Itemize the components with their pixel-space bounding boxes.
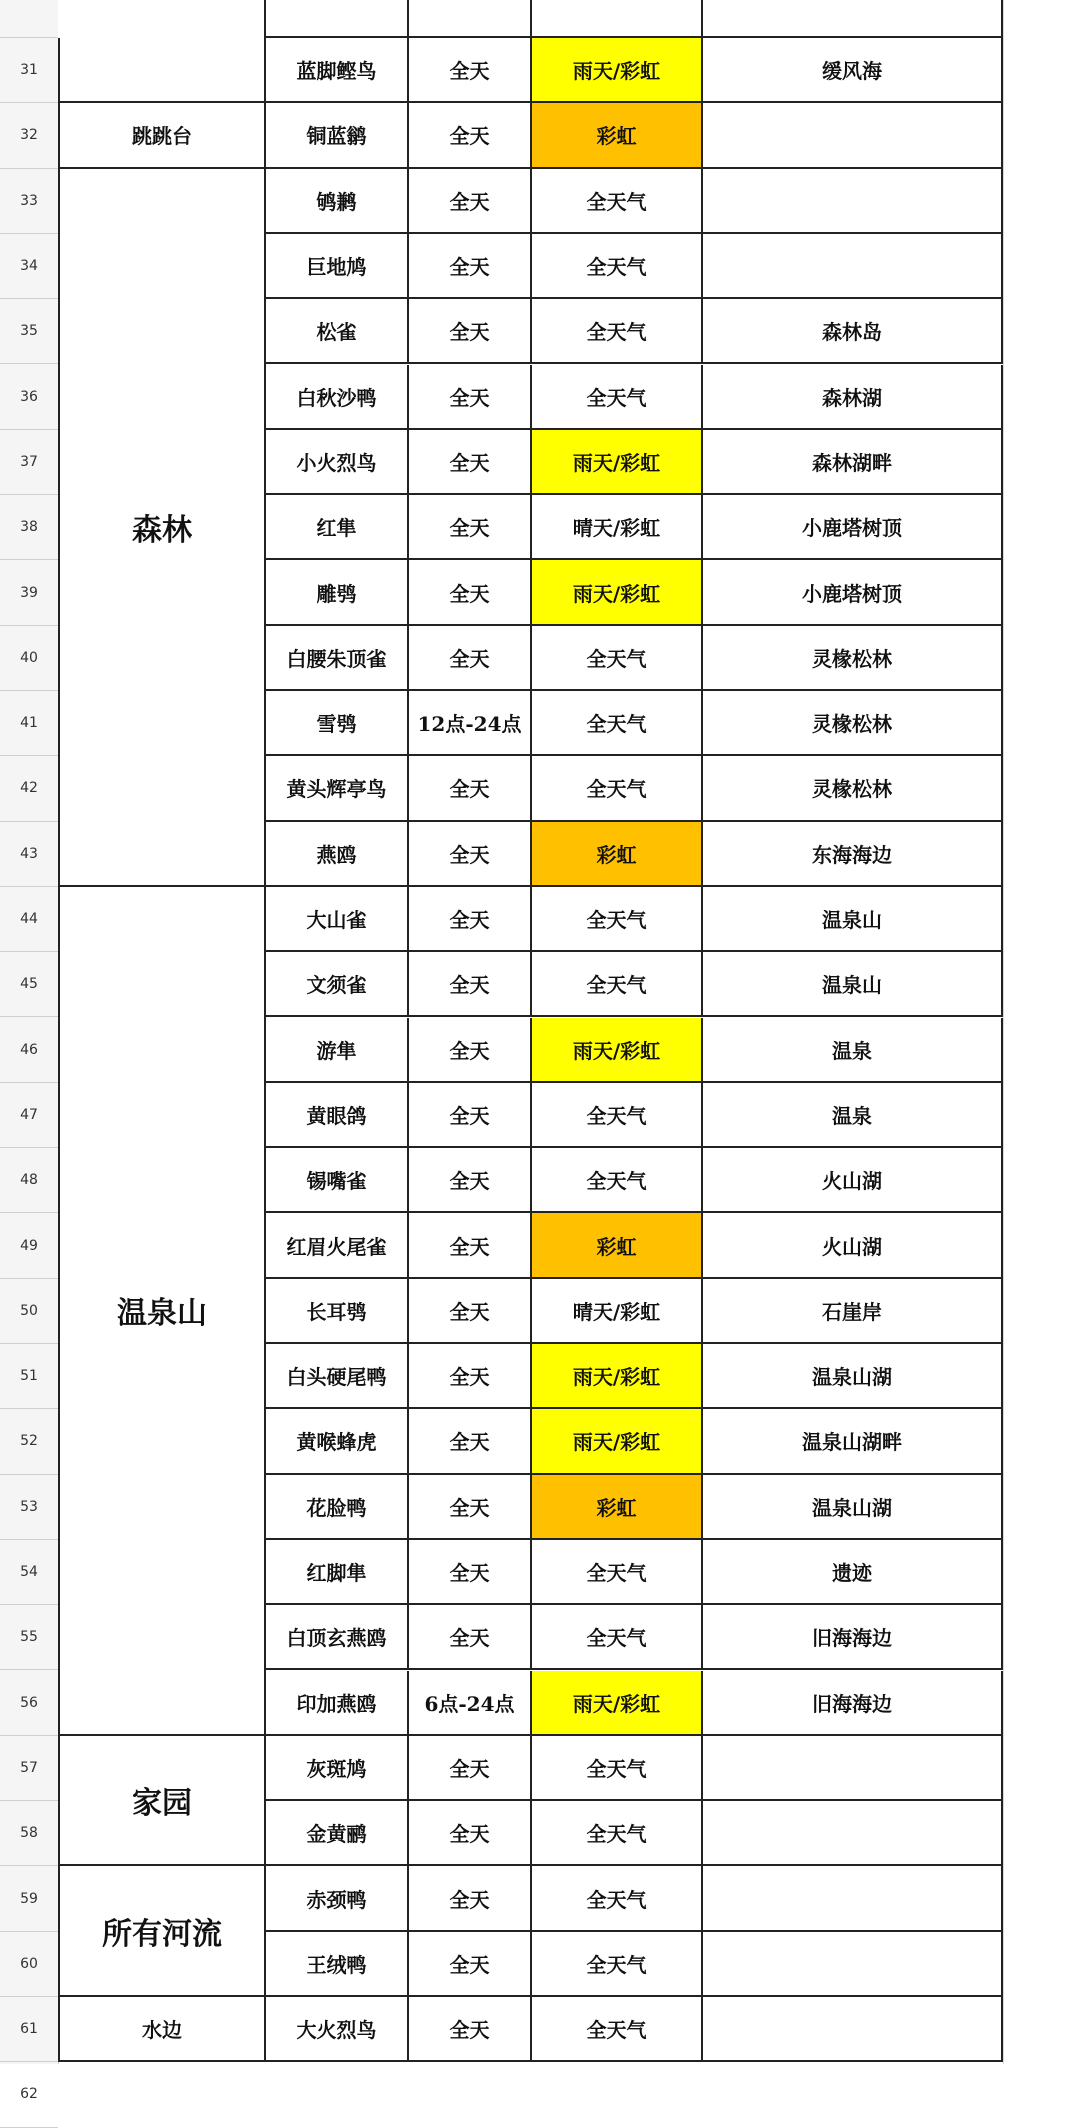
bird-time-cell[interactable]: 全天: [409, 1018, 532, 1083]
bird-name-cell[interactable]: 花脸鸭: [266, 1475, 409, 1540]
bird-weather-cell[interactable]: 全天气: [532, 691, 703, 756]
bird-location-cell[interactable]: [703, 234, 1003, 299]
row-number[interactable]: 40: [0, 626, 58, 691]
bird-location-cell[interactable]: [703, 1801, 1003, 1866]
region-cell[interactable]: 家园: [58, 1736, 266, 1867]
bird-weather-cell[interactable]: 全天气: [532, 299, 703, 364]
bird-time-cell[interactable]: 全天: [409, 169, 532, 234]
bird-location-cell[interactable]: 灵椽松林: [703, 626, 1003, 691]
region-cell[interactable]: 所有河流: [58, 1866, 266, 1997]
bird-location-cell[interactable]: 火山湖: [703, 1148, 1003, 1213]
bird-location-cell[interactable]: 温泉山湖畔: [703, 1409, 1003, 1474]
bird-time-cell[interactable]: 全天: [409, 1213, 532, 1278]
bird-weather-cell[interactable]: 全天气: [532, 1736, 703, 1801]
row-number[interactable]: 48: [0, 1148, 58, 1213]
row-number[interactable]: 57: [0, 1736, 58, 1801]
bird-location-cell[interactable]: 森林岛: [703, 299, 1003, 364]
bird-location-cell[interactable]: 东海海边: [703, 822, 1003, 887]
bird-weather-cell[interactable]: 彩虹: [532, 103, 703, 168]
bird-time-cell[interactable]: 全天: [409, 1279, 532, 1344]
row-number[interactable]: 46: [0, 1018, 58, 1083]
row-number[interactable]: 60: [0, 1932, 58, 1997]
bird-weather-cell[interactable]: 雨天/彩虹: [532, 560, 703, 625]
bird-location-cell[interactable]: 缓风海: [703, 38, 1003, 103]
bird-name-cell[interactable]: 铜蓝鹟: [266, 103, 409, 168]
bird-location-cell[interactable]: [703, 169, 1003, 234]
row-number[interactable]: 37: [0, 430, 58, 495]
row-number[interactable]: 51: [0, 1344, 58, 1409]
row-number[interactable]: [0, 0, 58, 38]
bird-weather-cell[interactable]: 全天气: [532, 1083, 703, 1148]
bird-location-cell[interactable]: 灵椽松林: [703, 691, 1003, 756]
bird-weather-cell[interactable]: 全天气: [532, 169, 703, 234]
bird-time-cell[interactable]: 12点-24点: [409, 691, 532, 756]
partial-cell[interactable]: [703, 0, 1003, 38]
bird-weather-cell[interactable]: 全天气: [532, 1605, 703, 1670]
gridline: [1003, 0, 1004, 2064]
bird-location-cell[interactable]: 温泉: [703, 1083, 1003, 1148]
row-number[interactable]: 49: [0, 1213, 58, 1278]
row-number[interactable]: 58: [0, 1801, 58, 1866]
bird-location-cell[interactable]: 温泉山湖: [703, 1475, 1003, 1540]
partial-cell[interactable]: [58, 0, 266, 38]
bird-name-cell[interactable]: 白顶玄燕鸥: [266, 1605, 409, 1670]
bird-weather-cell[interactable]: 全天气: [532, 1997, 703, 2062]
bird-time-cell[interactable]: 全天: [409, 1540, 532, 1605]
bird-name-cell[interactable]: 蓝脚鲣鸟: [266, 38, 409, 103]
bird-name-cell[interactable]: 红眉火尾雀: [266, 1213, 409, 1278]
bird-location-cell[interactable]: [703, 1997, 1003, 2062]
bird-time-cell[interactable]: 全天: [409, 1344, 532, 1409]
region-cell[interactable]: [58, 38, 266, 103]
bird-weather-cell[interactable]: 全天气: [532, 365, 703, 430]
row-number[interactable]: 44: [0, 887, 58, 952]
bird-time-cell[interactable]: 全天: [409, 626, 532, 691]
bird-name-cell[interactable]: 小火烈鸟: [266, 430, 409, 495]
bird-name-cell[interactable]: 长耳鸮: [266, 1279, 409, 1344]
row-number[interactable]: 52: [0, 1409, 58, 1474]
bird-name-cell[interactable]: 文须雀: [266, 952, 409, 1017]
row-number[interactable]: 59: [0, 1866, 58, 1931]
bird-time-cell[interactable]: 全天: [409, 1475, 532, 1540]
bird-location-cell[interactable]: [703, 1932, 1003, 1997]
bird-weather-cell[interactable]: 晴天/彩虹: [532, 495, 703, 560]
bird-time-cell[interactable]: 全天: [409, 1801, 532, 1866]
bird-weather-cell[interactable]: 彩虹: [532, 1213, 703, 1278]
bird-location-cell[interactable]: 旧海海边: [703, 1605, 1003, 1670]
bird-weather-cell[interactable]: 雨天/彩虹: [532, 430, 703, 495]
bird-time-cell[interactable]: 6点-24点: [409, 1671, 532, 1736]
row-number[interactable]: 36: [0, 365, 58, 430]
bird-name-cell[interactable]: 松雀: [266, 299, 409, 364]
bird-weather-cell[interactable]: 雨天/彩虹: [532, 1671, 703, 1736]
bird-name-cell[interactable]: 巨地鸠: [266, 234, 409, 299]
bird-name-cell[interactable]: 金黄鹂: [266, 1801, 409, 1866]
row-number[interactable]: 56: [0, 1671, 58, 1736]
bird-weather-cell[interactable]: 全天气: [532, 626, 703, 691]
row-number[interactable]: 61: [0, 1997, 58, 2062]
row-number[interactable]: 41: [0, 691, 58, 756]
bird-time-cell[interactable]: 全天: [409, 38, 532, 103]
bird-location-cell[interactable]: 小鹿塔树顶: [703, 495, 1003, 560]
partial-cell[interactable]: [409, 0, 532, 38]
bird-name-cell[interactable]: 雪鸮: [266, 691, 409, 756]
bird-name-cell[interactable]: 灰斑鸠: [266, 1736, 409, 1801]
bird-time-cell[interactable]: 全天: [409, 1605, 532, 1670]
bird-time-cell[interactable]: 全天: [409, 560, 532, 625]
bird-location-cell[interactable]: [703, 1736, 1003, 1801]
region-cell[interactable]: 水边: [58, 1997, 266, 2062]
bird-location-cell[interactable]: 小鹿塔树顶: [703, 560, 1003, 625]
bird-location-cell[interactable]: 旧海海边: [703, 1671, 1003, 1736]
bird-time-cell[interactable]: 全天: [409, 430, 532, 495]
bird-time-cell[interactable]: 全天: [409, 1997, 532, 2062]
row-number[interactable]: 35: [0, 299, 58, 364]
bird-time-cell[interactable]: 全天: [409, 1409, 532, 1474]
row-number[interactable]: 42: [0, 756, 58, 821]
bird-weather-cell[interactable]: 彩虹: [532, 1475, 703, 1540]
bird-time-cell[interactable]: 全天: [409, 234, 532, 299]
bird-time-cell[interactable]: 全天: [409, 1148, 532, 1213]
bird-time-cell[interactable]: 全天: [409, 887, 532, 952]
bird-time-cell[interactable]: 全天: [409, 365, 532, 430]
row-number[interactable]: 39: [0, 560, 58, 625]
bird-name-cell[interactable]: 黄喉蜂虎: [266, 1409, 409, 1474]
row-number[interactable]: 62: [0, 2062, 58, 2127]
partial-cell[interactable]: [532, 0, 703, 38]
bird-weather-cell[interactable]: 全天气: [532, 952, 703, 1017]
region-cell[interactable]: 森林: [58, 169, 266, 887]
bird-weather-cell[interactable]: 全天气: [532, 887, 703, 952]
bird-weather-cell[interactable]: 雨天/彩虹: [532, 38, 703, 103]
region-cell[interactable]: 温泉山: [58, 887, 266, 1736]
row-number[interactable]: 45: [0, 952, 58, 1017]
bird-location-cell[interactable]: 温泉山: [703, 887, 1003, 952]
row-number[interactable]: 33: [0, 169, 58, 234]
bird-name-cell[interactable]: 锡嘴雀: [266, 1148, 409, 1213]
bird-name-cell[interactable]: 大山雀: [266, 887, 409, 952]
row-number[interactable]: 47: [0, 1083, 58, 1148]
row-number[interactable]: 43: [0, 822, 58, 887]
bird-time-cell[interactable]: 全天: [409, 952, 532, 1017]
bird-name-cell[interactable]: 白腰朱顶雀: [266, 626, 409, 691]
row-number[interactable]: 34: [0, 234, 58, 299]
row-number[interactable]: 50: [0, 1279, 58, 1344]
bird-time-cell[interactable]: 全天: [409, 1932, 532, 1997]
bird-name-cell[interactable]: 白秋沙鸭: [266, 365, 409, 430]
bird-weather-cell[interactable]: 全天气: [532, 234, 703, 299]
bird-weather-cell[interactable]: 彩虹: [532, 822, 703, 887]
bird-location-cell[interactable]: 灵椽松林: [703, 756, 1003, 821]
bird-name-cell[interactable]: 黄头辉亭鸟: [266, 756, 409, 821]
bird-name-cell[interactable]: 白头硬尾鸭: [266, 1344, 409, 1409]
bird-weather-cell[interactable]: 全天气: [532, 1148, 703, 1213]
bird-location-cell[interactable]: 温泉山湖: [703, 1344, 1003, 1409]
bird-name-cell[interactable]: 鸲鹣: [266, 169, 409, 234]
bird-location-cell[interactable]: 温泉山: [703, 952, 1003, 1017]
bird-location-cell[interactable]: [703, 1866, 1003, 1931]
bird-name-cell[interactable]: 大火烈鸟: [266, 1997, 409, 2062]
region-cell[interactable]: 跳跳台: [58, 103, 266, 168]
bird-location-cell[interactable]: 森林湖畔: [703, 430, 1003, 495]
bird-weather-cell[interactable]: 全天气: [532, 1866, 703, 1931]
bird-location-cell[interactable]: 遗迹: [703, 1540, 1003, 1605]
bird-time-cell[interactable]: 全天: [409, 495, 532, 560]
bird-time-cell[interactable]: 全天: [409, 822, 532, 887]
bird-time-cell[interactable]: 全天: [409, 1866, 532, 1931]
bird-weather-cell[interactable]: 雨天/彩虹: [532, 1018, 703, 1083]
bird-weather-cell[interactable]: 雨天/彩虹: [532, 1344, 703, 1409]
bird-weather-cell[interactable]: 全天气: [532, 1932, 703, 1997]
bird-name-cell[interactable]: 红脚隼: [266, 1540, 409, 1605]
bird-name-cell[interactable]: 印加燕鸥: [266, 1671, 409, 1736]
bird-location-cell[interactable]: 温泉: [703, 1018, 1003, 1083]
bird-name-cell[interactable]: 黄眼鸽: [266, 1083, 409, 1148]
bird-weather-cell[interactable]: 全天气: [532, 1801, 703, 1866]
row-number[interactable]: 31: [0, 38, 58, 103]
bird-weather-cell[interactable]: 晴天/彩虹: [532, 1279, 703, 1344]
bird-time-cell[interactable]: 全天: [409, 103, 532, 168]
bird-name-cell[interactable]: 红隼: [266, 495, 409, 560]
bird-weather-cell[interactable]: 全天气: [532, 756, 703, 821]
bird-location-cell[interactable]: 火山湖: [703, 1213, 1003, 1278]
row-number[interactable]: 54: [0, 1540, 58, 1605]
bird-name-cell[interactable]: 雕鸮: [266, 560, 409, 625]
bird-weather-cell[interactable]: 全天气: [532, 1540, 703, 1605]
bird-weather-cell[interactable]: 雨天/彩虹: [532, 1409, 703, 1474]
partial-cell[interactable]: [266, 0, 409, 38]
row-number[interactable]: 38: [0, 495, 58, 560]
bird-time-cell[interactable]: 全天: [409, 299, 532, 364]
bird-time-cell[interactable]: 全天: [409, 756, 532, 821]
bird-time-cell[interactable]: 全天: [409, 1083, 532, 1148]
row-number[interactable]: 53: [0, 1475, 58, 1540]
row-number[interactable]: 55: [0, 1605, 58, 1670]
bird-location-cell[interactable]: 石崖岸: [703, 1279, 1003, 1344]
bird-name-cell[interactable]: 王绒鸭: [266, 1932, 409, 1997]
bird-location-cell[interactable]: 森林湖: [703, 365, 1003, 430]
bird-name-cell[interactable]: 赤颈鸭: [266, 1866, 409, 1931]
bird-time-cell[interactable]: 全天: [409, 1736, 532, 1801]
bird-name-cell[interactable]: 游隼: [266, 1018, 409, 1083]
row-number[interactable]: 32: [0, 103, 58, 168]
bird-name-cell[interactable]: 燕鸥: [266, 822, 409, 887]
bird-location-cell[interactable]: [703, 103, 1003, 168]
